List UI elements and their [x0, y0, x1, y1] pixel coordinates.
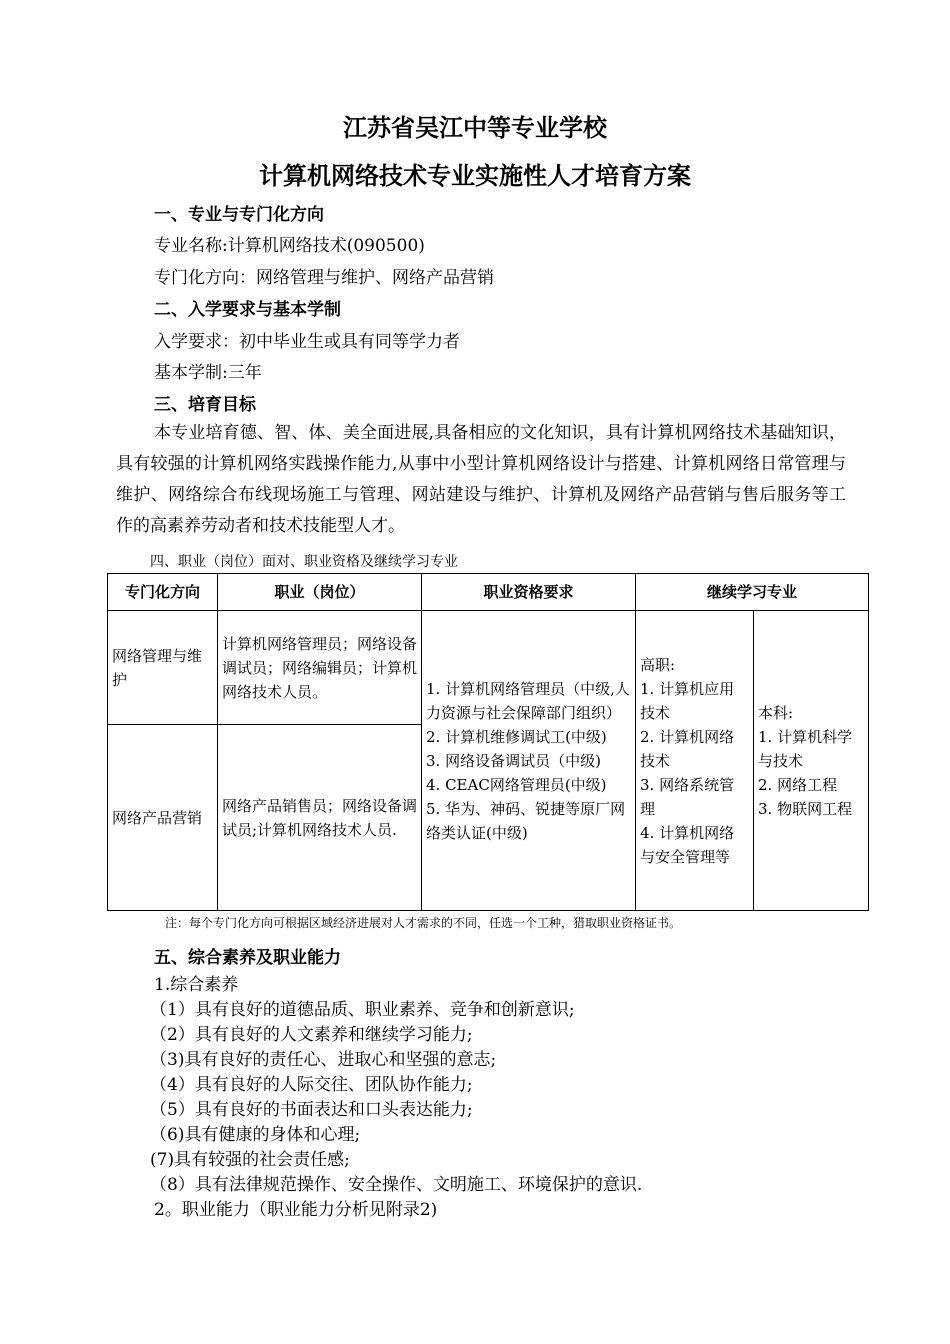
subsection-1: 1.综合素养 [154, 975, 239, 995]
specialization: 专门化方向：网络管理与维护、网络产品营销 [154, 268, 494, 288]
row2-direction: 网络产品营销 [108, 725, 218, 911]
header-qualification: 职业资格要求 [422, 574, 636, 611]
list-item: （1）具有良好的道德品质、职业素养、竞争和创新意识; [150, 1000, 575, 1020]
list-item: （3)具有良好的责任心、进取心和坚强的意志; [150, 1050, 497, 1070]
row2-job: 网络产品销售员；网络设备调试员;计算机网络技术人员. [218, 725, 422, 911]
plan-title: 计算机网络技术专业实施性人才培育方案 [259, 162, 691, 190]
table-row [108, 611, 869, 725]
training-goal-paragraph: 本专业培育德、智、体、美全面进展,具备相应的文化知识，具有计算机网络技术基础知识，具有较强的计算机网络实践操作能力,从事中小型计算机网络设计与搭建、计算机网络日常管理与维护、网络综合布线现场施工与管理、网站建设与维护、计算机及网络产品营销与售后服务等工作的高素养劳动者和技术技能型人才。 [116, 423, 846, 536]
header-job: 职业（岗位） [218, 574, 422, 611]
section-5-heading: 五、综合素养及职业能力 [154, 948, 341, 968]
header-further-study: 继续学习专业 [636, 574, 869, 611]
list-item: (7)具有较强的社会责任感; [150, 1150, 350, 1170]
table-note: 注：每个专门化方向可根据区域经济进展对人才需求的不同，任选一个工种，猎取职业资格证书。 [165, 916, 682, 930]
section-2-heading: 二、入学要求与基本学制 [154, 300, 341, 320]
school-title: 江苏省吴江中等专业学校 [343, 114, 607, 142]
list-item: （5）具有良好的书面表达和口头表达能力; [150, 1100, 473, 1120]
table-caption: 四、职业（岗位）面对、职业资格及继续学习专业 [150, 554, 458, 570]
header-direction: 专门化方向 [108, 574, 218, 611]
table-header-row [108, 574, 869, 611]
list-item: （2）具有良好的人文素养和继续学习能力; [150, 1025, 473, 1045]
section-3-heading: 三、培育目标 [154, 395, 256, 415]
list-item: （8）具有法律规范操作、安全操作、文明施工、环境保护的意识. [150, 1175, 643, 1195]
row1-job: 计算机网络管理员；网络设备调试员；网络编辑员；计算机网络技术人员。 [218, 611, 422, 725]
row1-direction: 网络管理与维护 [108, 611, 218, 725]
list-item: （4）具有良好的人际交往、团队协作能力; [150, 1075, 473, 1095]
study-length: 基本学制:三年 [154, 363, 262, 383]
qualification-list: 1. 计算机网络管理员（中级,人力资源与社会保障部门组织） 2. 计算机维修调试工(中级) 3. 网络设备调试员（中级) 4. CEAC网络管理员(中级) 5. 华为、神码、锐捷等原厂网络类认证(中级) [422, 611, 636, 911]
higher-vocational-list: 高职: 1. 计算机应用技术 2. 计算机网络技术 3. 网络系统管理 4. 计算机网络与安全管理等 [636, 611, 754, 911]
section-1-heading: 一、专业与专门化方向 [154, 205, 324, 225]
career-table [107, 573, 869, 911]
subsection-2: 2。职业能力（职业能力分析见附录2) [154, 1200, 438, 1220]
undergraduate-list: 本科: 1. 计算机科学与技术 2. 网络工程 3. 物联网工程 [754, 611, 869, 911]
list-item: （6)具有健康的身体和心理; [150, 1125, 361, 1145]
admission-requirement: 入学要求：初中毕业生或具有同等学力者 [154, 332, 460, 352]
major-name: 专业名称:计算机网络技术(090500) [154, 236, 425, 256]
